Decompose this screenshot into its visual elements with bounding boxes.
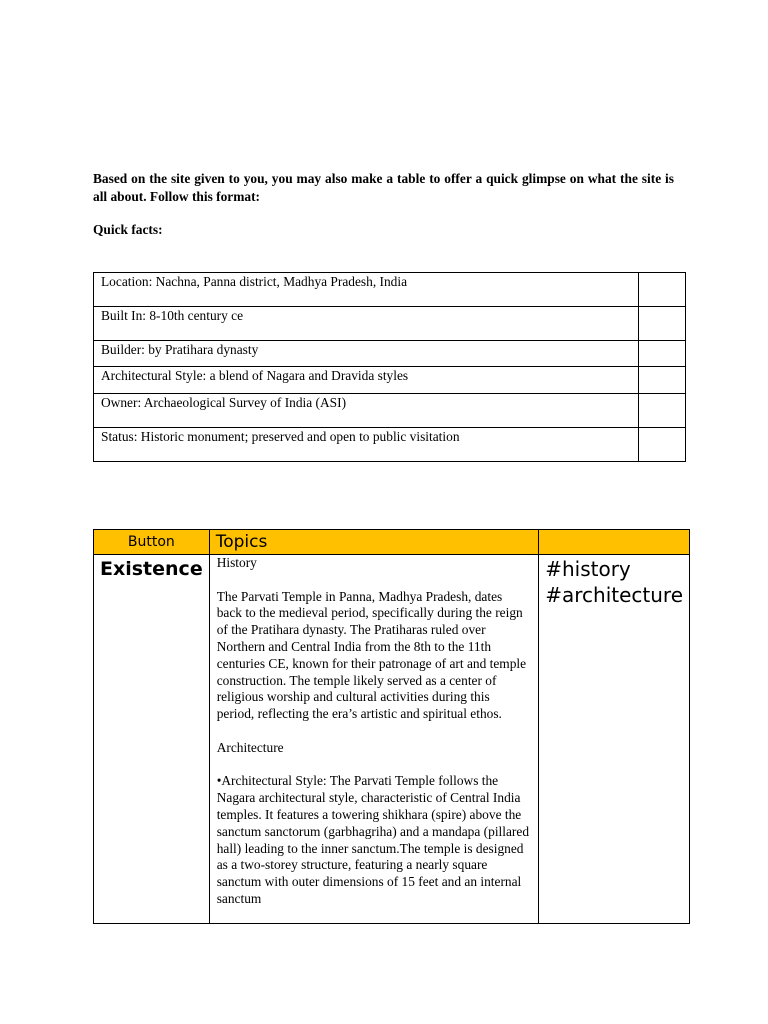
fact-blank-cell <box>639 341 686 367</box>
fact-blank-cell <box>639 273 686 307</box>
fact-row <box>94 367 686 394</box>
fact-built-in: Built In: 8-10th century ce <box>94 307 639 341</box>
fact-builder: Builder: by Pratihara dynasty <box>94 341 639 367</box>
architecture-paragraph: •Architectural Style: The Parvati Temple follows the Nagara architectural style, characteristic of Central India temples. It features a towering shikhara (spire) above the sanctum sanctorum (garbhagriha) and a mandapa (pillared hall) leading to the inner sanctum.The temple is designed as a two-storey structure, featuring a nearly square sanctum with outer dimensions of 15 feet and an internal sanctum <box>216 773 530 906</box>
header-button: Button <box>94 530 210 555</box>
fact-architectural-style: Architectural Style: a blend of Nagara and Dravida styles <box>94 367 639 394</box>
fact-status: Status: Historic monument; preserved and open to public visitation <box>94 428 639 462</box>
header-topics: Topics <box>209 530 539 555</box>
topics-header-row <box>94 530 690 555</box>
fact-row <box>94 273 686 307</box>
topics-row <box>94 555 690 924</box>
tag-architecture: #architecture <box>545 583 683 607</box>
fact-row <box>94 341 686 367</box>
fact-owner: Owner: Archaeological Survey of India (ASI) <box>94 394 639 428</box>
tag-history: #history <box>545 557 631 581</box>
row-button-existence: Existence <box>94 555 210 924</box>
topics-table <box>93 529 690 924</box>
architecture-heading: Architecture <box>216 739 284 755</box>
history-paragraph: The Parvati Temple in Panna, Madhya Pradesh, dates back to the medieval period, specifically during the reign of the Pratihara dynasty. The Pratiharas ruled over Northern and Central India from the 8th to the 11th centuries CE, known for their patronage of art and temple construction. The temple likely served as a center of religious worship and cultural activities during this period, reflecting the era’s artistic and spiritual ethos. <box>216 588 527 722</box>
row-tags <box>539 555 690 924</box>
fact-blank-cell <box>639 367 686 394</box>
row-topics-content <box>209 555 539 924</box>
fact-row <box>94 394 686 428</box>
fact-blank-cell <box>639 428 686 462</box>
quick-facts-label: Quick facts: <box>93 222 163 237</box>
quick-facts-table <box>93 272 686 462</box>
fact-row <box>94 307 686 341</box>
fact-row <box>94 428 686 462</box>
history-heading: History <box>216 555 257 570</box>
fact-blank-cell <box>639 307 686 341</box>
intro-text: Based on the site given to you, you may also make a table to offer a quick glimpse on what the site is all about. Follow this format: <box>93 171 674 204</box>
fact-blank-cell <box>639 394 686 428</box>
fact-location: Location: Nachna, Panna district, Madhya Pradesh, India <box>94 273 639 307</box>
header-tags <box>539 530 690 555</box>
